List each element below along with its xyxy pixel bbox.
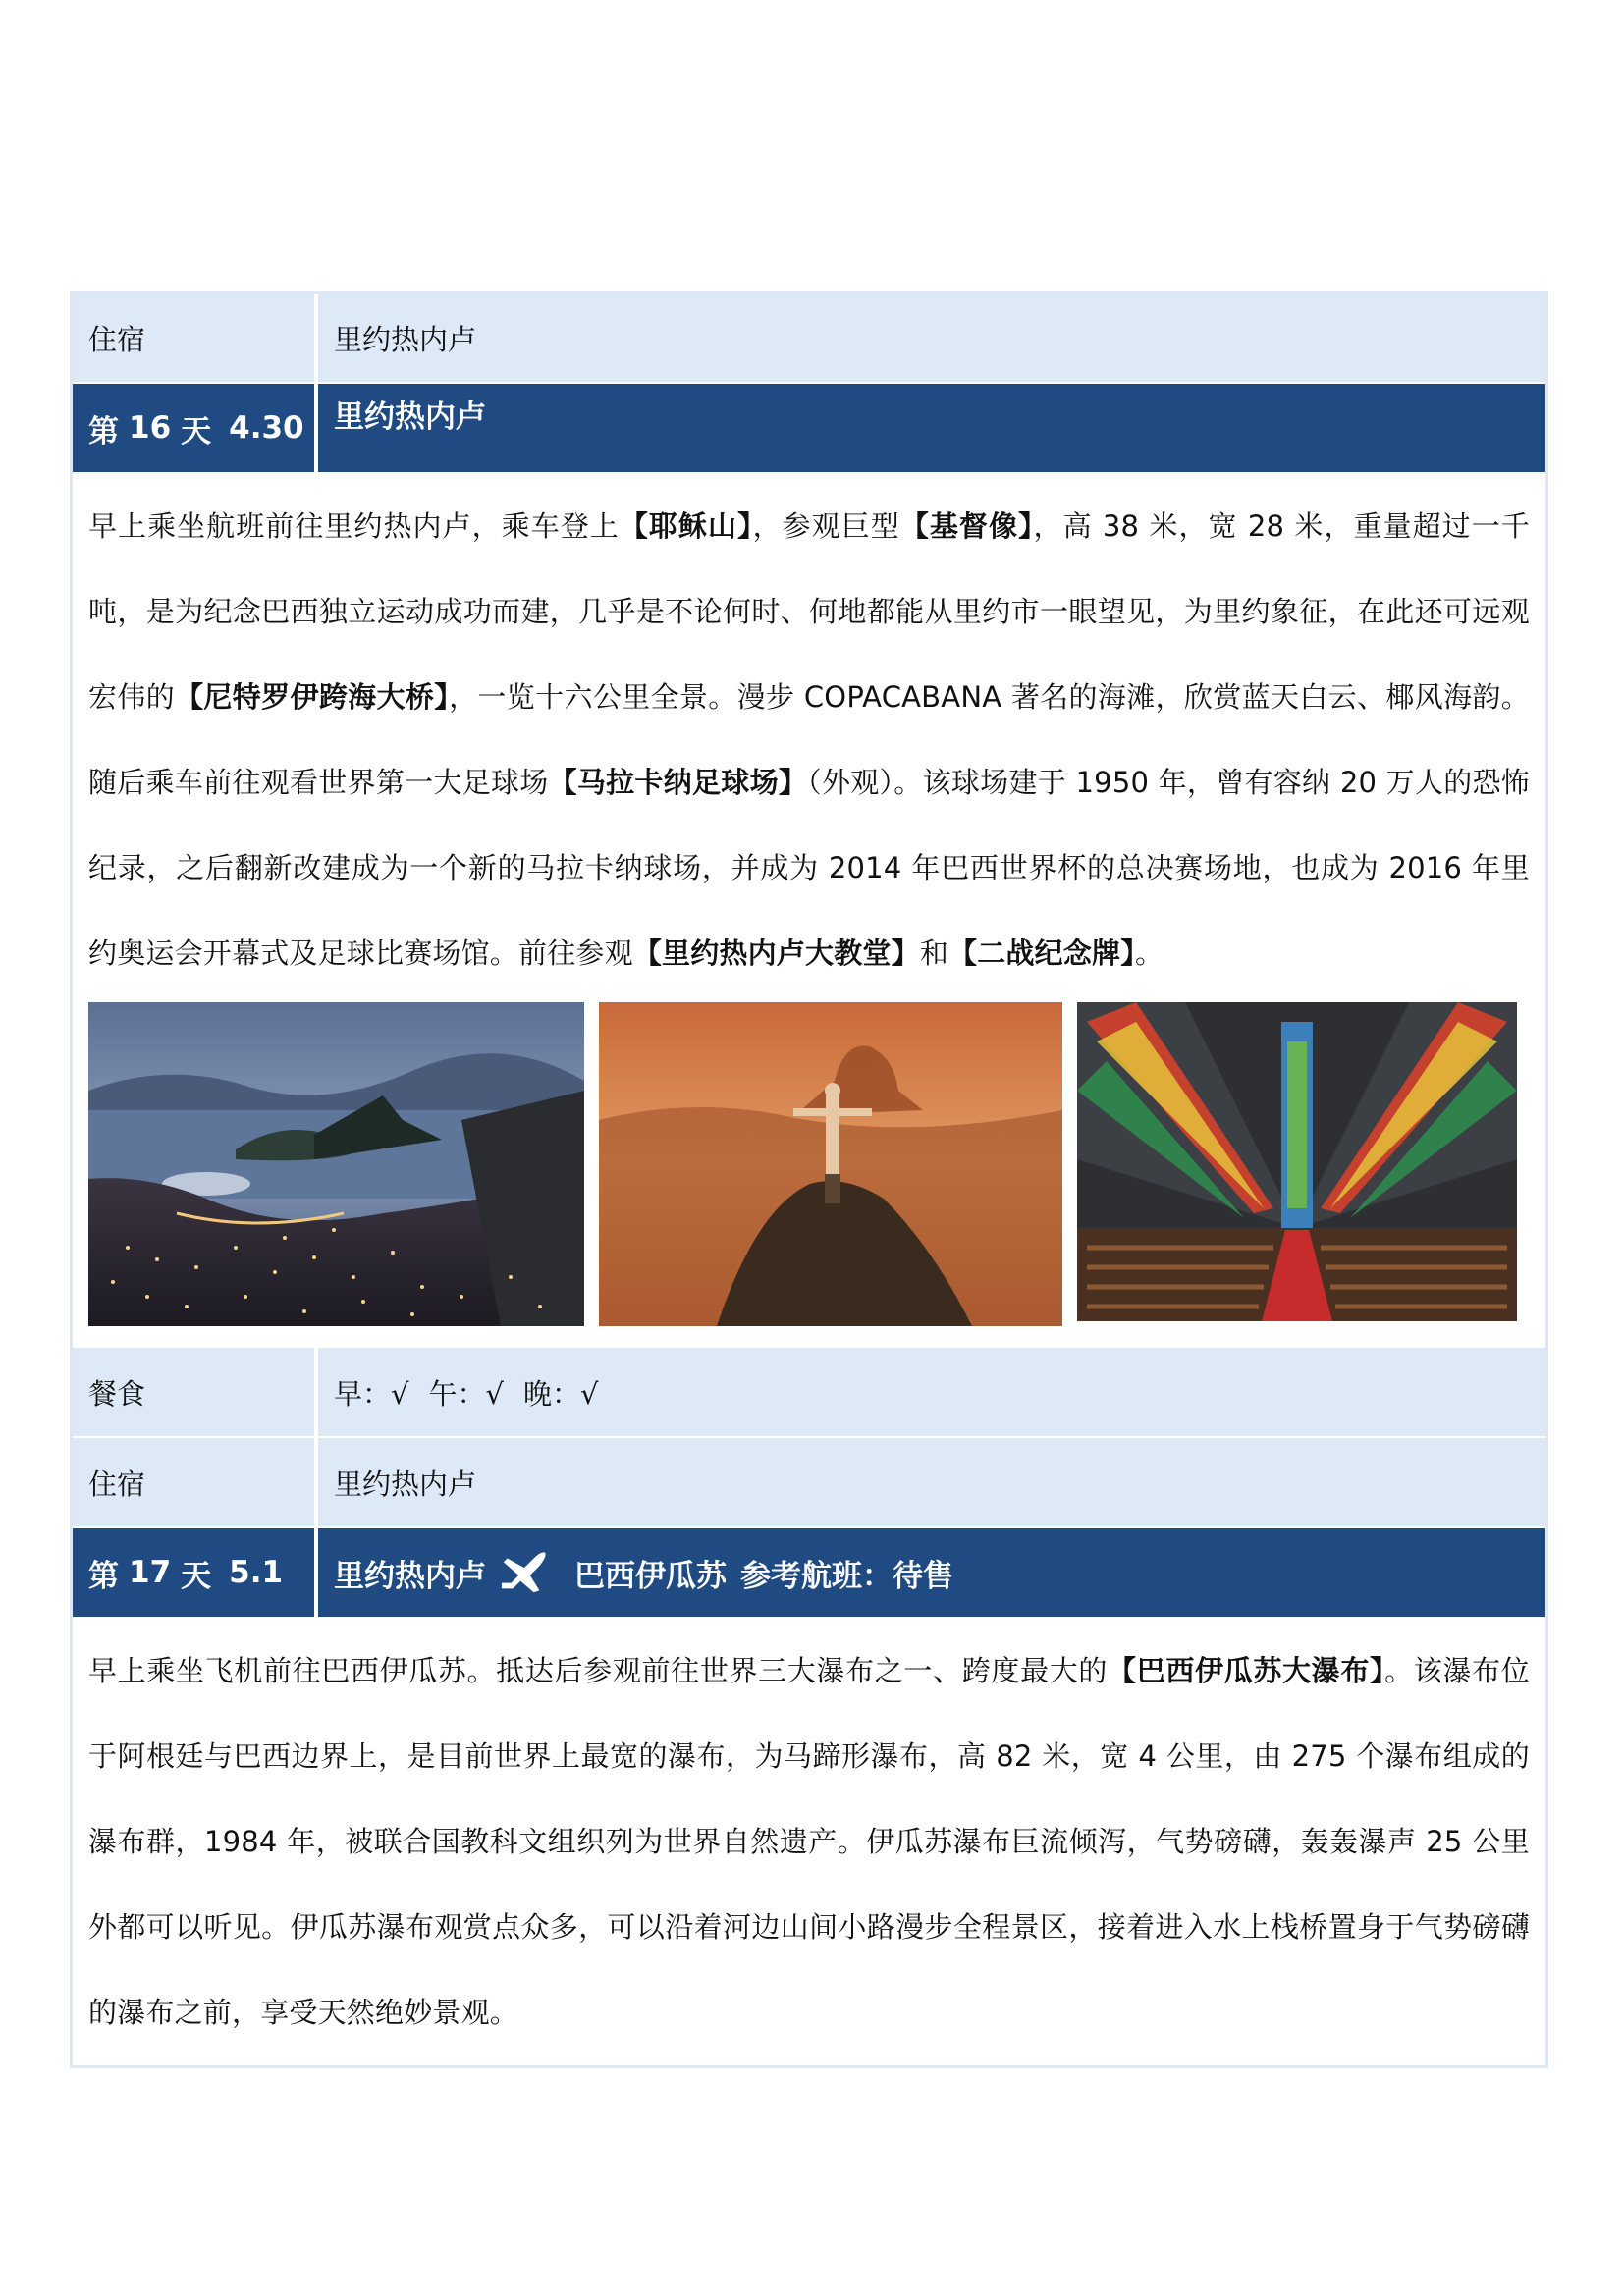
day-prefix: 第	[88, 413, 119, 450]
lodging-label: 住宿	[73, 294, 318, 382]
day-suffix: 天	[181, 413, 212, 450]
desc-highlight: 【里约热内卢大教堂】	[632, 936, 920, 970]
day-header-17	[73, 1528, 1545, 1619]
photo-strip	[73, 1002, 1545, 1348]
desc-text: 早上乘坐飞机前往巴西伊瓜苏。抵达后参观前往世界三大瀑布之一、跨度最大的	[88, 1654, 1109, 1687]
day-number: 17	[129, 1555, 172, 1590]
day-16-content	[73, 474, 1545, 1348]
desc-text: （外观）。该球场建于 1950 年，曾有容纳 20 万人的恐怖纪录，之后翻新改建成为一个新的马拉卡纳球场，并成为 2014 年巴西世界杯的总决赛场地，也成为 2016 年里约奥运会开幕式及足球比赛场馆。前往参观	[88, 766, 1530, 970]
route-from: 里约热内卢	[334, 1558, 486, 1594]
day-title: 里约热内卢	[334, 400, 486, 435]
desc-text: ，一览十六公里全景。漫步 COPACABANA 著名的海滩，欣赏蓝天白云、椰风海韵。随后乘车前往观看世界第一大足球场	[88, 680, 1530, 799]
flight-info: 参考航班：待售	[740, 1558, 953, 1594]
desc-highlight: 【巴西伊瓜苏大瀑布】	[1108, 1654, 1385, 1687]
route-to: 巴西伊瓜苏	[574, 1558, 727, 1594]
day-17-description	[73, 1619, 1545, 2065]
day-date: 4.30	[229, 410, 304, 446]
day-header-16	[73, 384, 1545, 474]
desc-highlight: 【耶稣山】	[619, 509, 753, 543]
desc-highlight: 【尼特罗伊跨海大桥】	[175, 680, 450, 714]
day-label	[73, 384, 318, 472]
itinerary-table	[70, 291, 1548, 2068]
airplane-icon	[496, 1547, 553, 1598]
rio-night-panorama-photo	[88, 1002, 584, 1326]
lodging-value: 里约热内卢	[334, 1467, 477, 1501]
lodging-row	[73, 1438, 1545, 1528]
desc-text: 和	[919, 936, 949, 970]
day-route	[318, 1528, 1545, 1617]
lodging-label: 住宿	[73, 1438, 318, 1526]
lodging-row	[73, 294, 1545, 384]
desc-text: ，高 38 米，宽 28 米，重量超过一千吨，是为纪念巴西独立运动成功而建，几乎是不论何时、何地都能从里约市一眼望见，为里约象征，在此还可远观宏伟的	[88, 509, 1530, 714]
meals-label: 餐食	[73, 1348, 318, 1436]
day-number: 16	[129, 410, 172, 446]
desc-highlight: 【二战纪念牌】	[948, 936, 1135, 970]
day-label	[73, 1528, 318, 1617]
day-16-description	[73, 474, 1545, 1002]
day-date: 5.1	[229, 1555, 284, 1590]
meals-value	[318, 1348, 1545, 1436]
desc-highlight: 【基督像】	[899, 509, 1034, 543]
desc-text: 。该瀑布位于阿根廷与巴西边界上，是目前世界上最宽的瀑布，为马蹄形瀑布，高 82 米，宽 4 公里，由 275 个瀑布组成的瀑布群，1984 年，被联合国教科文组织列为世界自然遗产。伊瓜苏瀑布巨流倾泻，气势磅礴，轰轰瀑声 25 公里外都可以听见。伊瓜苏瀑布观赏点众多，可以沿着河边山间小路漫步全程景区，接着进入水上栈桥置身于气势磅礴的瀑布之前，享受天然绝妙景观。	[88, 1654, 1530, 2029]
breakfast-status: 早：√	[334, 1376, 409, 1411]
desc-highlight: 【马拉卡纳足球场】	[548, 766, 808, 799]
desc-text: ，参观巨型	[752, 509, 900, 543]
lunch-status: 午：√	[428, 1376, 504, 1411]
christ-redeemer-photo	[599, 1002, 1062, 1326]
desc-text: 早上乘坐航班前往里约热内卢，乘车登上	[88, 509, 620, 543]
dinner-status: 晚：√	[522, 1376, 599, 1411]
day-suffix: 天	[181, 1558, 212, 1594]
day-prefix: 第	[88, 1558, 119, 1594]
cathedral-interior-photo	[1077, 1002, 1517, 1321]
desc-text: 。	[1134, 936, 1164, 970]
lodging-value: 里约热内卢	[334, 322, 477, 356]
meals-row	[73, 1348, 1545, 1438]
